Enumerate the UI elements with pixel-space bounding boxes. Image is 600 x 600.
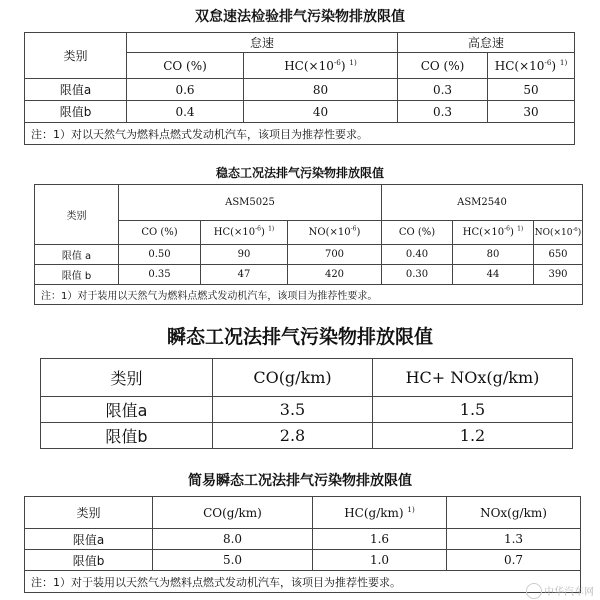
table-cell: 1.2 [373, 423, 573, 449]
table3-transient [40, 358, 573, 449]
table-row [35, 245, 583, 265]
table-cell: 0.50 [119, 245, 201, 265]
table4-col-nox: NOx(g/km) [447, 497, 581, 529]
table2-steady-state [34, 184, 583, 305]
table-row [41, 423, 573, 449]
table2-col-no: $NO(\times 10^{-6})$ [288, 221, 382, 245]
table-cell: 1.3 [447, 529, 581, 550]
table-row [25, 101, 575, 123]
table-cell: 0.35 [119, 265, 201, 285]
table3-title: 瞬态工况法排气污染物排放限值 [166, 326, 433, 348]
table-cell: 420 [288, 265, 382, 285]
table-cell: 30 [488, 101, 575, 123]
table1-title: 双怠速法检验排气污染物排放限值 [195, 9, 405, 25]
table-cell: 0.40 [382, 245, 453, 265]
row-label: 限值 b [35, 265, 119, 285]
watermark-logo-icon [526, 583, 542, 599]
table1-col-hc-high: $HC(\times 10^{-6})$ $^{1)}$ [488, 53, 575, 79]
row-label: 限值b [25, 101, 127, 123]
table-cell: 44 [453, 265, 534, 285]
table-cell: 1.5 [373, 397, 573, 423]
table-cell: 5.0 [153, 550, 313, 571]
table3-col-co: CO(g/km) [213, 359, 373, 397]
table2-title: 稳态工况法排气污染物排放限值 [215, 166, 384, 180]
table2-note: 注：1）对于装用以天然气为燃料点燃式发动机汽车，该项目为推荐性要求。 [35, 285, 583, 305]
table4-simple-transient [24, 496, 581, 593]
table-row [25, 79, 575, 101]
table2-col-co: CO (%) [382, 221, 453, 245]
table1-double-idle [24, 32, 575, 145]
table1-col-co-high: CO (%) [398, 53, 488, 79]
table-row [35, 265, 583, 285]
table4-title: 简易瞬态工况法排气污染物排放限值 [188, 473, 412, 489]
table2-group-asm5025: ASM5025 [119, 185, 382, 221]
table4-category-header: 类别 [25, 497, 153, 529]
table2-col-no: $NO(\times 10^{-6})$ [534, 221, 583, 245]
table2-category-header: 类别 [35, 185, 119, 245]
table-row [25, 529, 581, 550]
row-label: 限值a [25, 529, 153, 550]
table-cell: 90 [201, 245, 288, 265]
table1-note: 注：1）对以天然气为燃料点燃式发动机汽车，该项目为推荐性要求。 [25, 123, 575, 145]
table2-col-co: CO (%) [119, 221, 201, 245]
table-cell: 0.4 [127, 101, 244, 123]
table-cell: 0.3 [398, 79, 488, 101]
table3-col-hc-nox: HC+ NOx(g/km) [373, 359, 573, 397]
table-row [25, 550, 581, 571]
table-cell: 8.0 [153, 529, 313, 550]
table-cell: 0.3 [398, 101, 488, 123]
table-cell: 1.0 [313, 550, 447, 571]
table-cell: 0.30 [382, 265, 453, 285]
watermark: 中华汽车网 [544, 587, 594, 598]
table-cell: 700 [288, 245, 382, 265]
table-cell: 390 [534, 265, 583, 285]
row-label: 限值b [25, 550, 153, 571]
table2-col-hc: $HC(\times 10^{-6})$ $^{1)}$ [201, 221, 288, 245]
table4-note: 注：1）对于装用以天然气为燃料点燃式发动机汽车，该项目为推荐性要求。 [25, 571, 581, 593]
table-cell: 3.5 [213, 397, 373, 423]
table2-group-asm2540: ASM2540 [382, 185, 583, 221]
row-label: 限值b [41, 423, 213, 449]
table-cell: 1.6 [313, 529, 447, 550]
row-label: 限值a [25, 79, 127, 101]
table1-group-high-idle: 高怠速 [398, 33, 575, 53]
table-row [41, 397, 573, 423]
row-label: 限值 a [35, 245, 119, 265]
table3-category-header: 类别 [41, 359, 213, 397]
row-label: 限值a [41, 397, 213, 423]
table-cell: 47 [201, 265, 288, 285]
table1-group-idle: 怠速 [127, 33, 398, 53]
table-cell: 80 [453, 245, 534, 265]
table-cell: 50 [488, 79, 575, 101]
table2-col-hc: $HC(\times 10^{-6})$ $^{1)}$ [453, 221, 534, 245]
table-cell: 80 [244, 79, 398, 101]
table-cell: 0.7 [447, 550, 581, 571]
table1-col-hc-idle: $HC(\times 10^{-6})$ $^{1)}$ [244, 53, 398, 79]
table-cell: 650 [534, 245, 583, 265]
table1-category-header: 类别 [25, 33, 127, 79]
table-cell: 40 [244, 101, 398, 123]
table4-col-hc: HC(g/km) $^{1)}$ [313, 497, 447, 529]
table1-col-co-idle: CO (%) [127, 53, 244, 79]
table4-col-co: CO(g/km) [153, 497, 313, 529]
table-cell: 2.8 [213, 423, 373, 449]
table-cell: 0.6 [127, 79, 244, 101]
